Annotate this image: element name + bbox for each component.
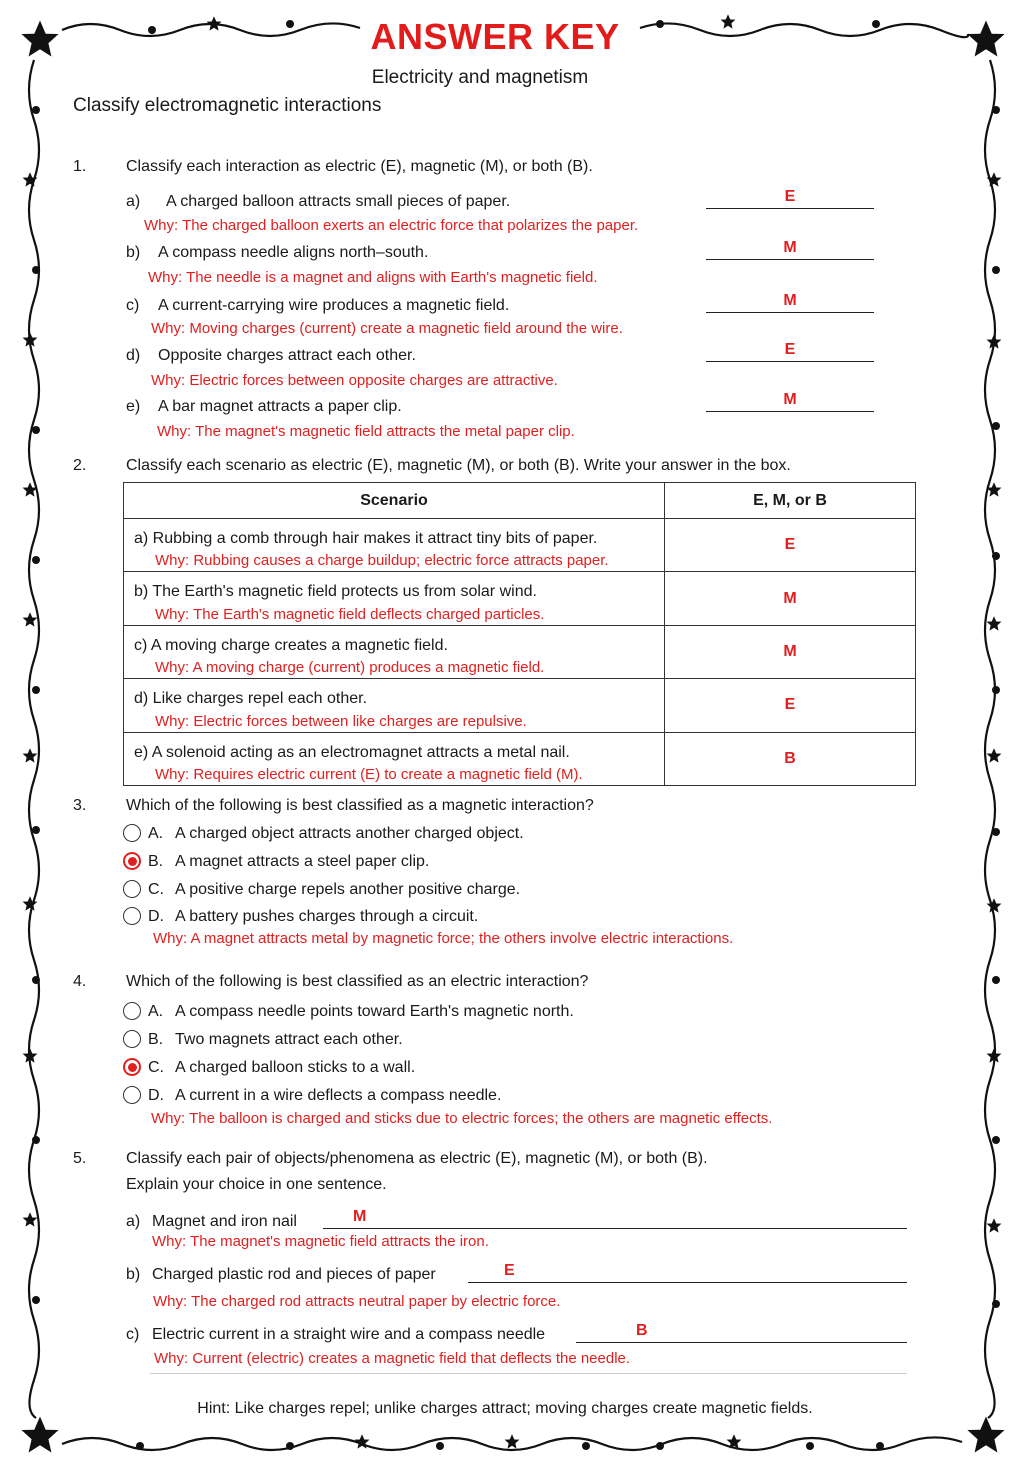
option-text: A charged object attracts another charged object. (175, 825, 524, 842)
item-label: b) (126, 244, 141, 261)
worksheet-topic: Classify electromagnetic interactions (73, 95, 382, 116)
item-why: Why: The needle is a magnet and aligns with Earth's magnetic field. (148, 269, 598, 286)
item-why: Why: Electric forces between opposite charges are attractive. (151, 372, 558, 389)
scenario-why: Why: A moving charge (current) produces a magnetic field. (155, 659, 545, 677)
scenario-why: Why: Rubbing causes a charge buildup; electric force attracts paper. (155, 552, 609, 570)
option-letter: C. (148, 1059, 164, 1076)
answer-box[interactable]: E (665, 679, 916, 732)
item-text: Charged plastic rod and pieces of paper (152, 1266, 436, 1283)
option-text: A compass needle points toward Earth's magnetic north. (175, 1003, 574, 1020)
answer-box[interactable]: B (665, 732, 916, 785)
scenario-text: c) A moving charge creates a magnetic field. (134, 636, 448, 654)
option-letter: B. (148, 1031, 164, 1048)
scenario-cell (124, 572, 665, 625)
item-why: Why: The magnet's magnetic field attracts the iron. (152, 1233, 489, 1250)
answer-line[interactable]: B (576, 1321, 907, 1343)
answer-line[interactable]: E (706, 187, 874, 209)
option-text: A current in a wire deflects a compass needle. (175, 1087, 502, 1104)
scenario-text: a) Rubbing a comb through hair makes it attract tiny bits of paper. (134, 530, 598, 547)
radio-button-selected[interactable] (123, 852, 141, 870)
scenario-table (123, 482, 916, 786)
item-text: A charged balloon attracts small pieces of paper. (166, 193, 511, 210)
table-row (124, 572, 916, 625)
answer-box[interactable]: M (665, 572, 916, 625)
answer-line[interactable]: E (706, 340, 874, 362)
radio-button-selected[interactable] (123, 1058, 141, 1076)
table-row (124, 732, 916, 785)
table-row (124, 625, 916, 678)
item-text: A bar magnet attracts a paper clip. (158, 398, 402, 415)
item-text: Opposite charges attract each other. (158, 347, 416, 364)
option-text: Two magnets attract each other. (175, 1031, 403, 1048)
scenario-why: Why: The Earth's magnetic field deflects charged particles. (155, 605, 545, 623)
answer-line[interactable]: E (468, 1261, 907, 1283)
question-number: 2. (73, 457, 87, 474)
item-label: a) (126, 193, 141, 210)
column-header-answer: E, M, or B (665, 483, 916, 519)
scenario-why: Why: Requires electric current (E) to create a magnetic field (M). (155, 765, 583, 783)
option-text: A positive charge repels another positive charge. (175, 881, 521, 898)
question-number: 4. (73, 973, 87, 990)
item-label: b) (126, 1266, 141, 1283)
answer-line[interactable]: M (706, 390, 874, 412)
scenario-cell (124, 625, 665, 678)
option-d[interactable] (123, 907, 478, 927)
corner-star-icon (21, 1417, 58, 1453)
question-why: Why: A magnet attracts metal by magnetic force; the others involve electric interactions. (153, 930, 734, 947)
question-number: 1. (73, 158, 87, 175)
scenario-why: Why: Electric forces between like charges are repulsive. (155, 712, 527, 730)
table-row (124, 679, 916, 732)
item-label: c) (126, 297, 140, 314)
page-title: ANSWER KEY (370, 16, 620, 57)
option-letter: D. (148, 1087, 164, 1104)
option-a[interactable] (123, 824, 524, 844)
item-text: A current-carrying wire produces a magnetic field. (158, 297, 510, 314)
option-text: A charged balloon sticks to a wall. (175, 1059, 416, 1076)
question-number: 3. (73, 797, 87, 814)
answer-line[interactable]: M (323, 1207, 907, 1229)
scenario-cell (124, 519, 665, 572)
item-text: A compass needle aligns north–south. (158, 244, 429, 261)
option-text: A battery pushes charges through a circuit. (175, 908, 479, 925)
radio-button[interactable] (123, 1002, 141, 1020)
option-b[interactable] (123, 1030, 403, 1050)
scenario-cell (124, 732, 665, 785)
question-prompt: Which of the following is best classified as an electric interaction? (126, 973, 589, 990)
table-header-row (124, 483, 916, 519)
item-label: d) (126, 347, 141, 364)
question-prompt: Classify each pair of objects/phenomena as electric (E), magnetic (M), or both (B). (126, 1150, 708, 1167)
item-label: a) (126, 1213, 141, 1230)
item-why: Why: The charged rod attracts neutral paper by electric force. (153, 1293, 561, 1310)
radio-button[interactable] (123, 1086, 141, 1104)
radio-button[interactable] (123, 880, 141, 898)
divider (150, 1373, 907, 1374)
scenario-text: d) Like charges repel each other. (134, 690, 368, 708)
column-header-scenario: Scenario (124, 483, 665, 519)
item-text: Magnet and iron nail (152, 1213, 297, 1230)
item-label: c) (126, 1326, 140, 1343)
question-why: Why: The balloon is charged and sticks due to electric forces; the others are magnetic effects. (151, 1110, 773, 1127)
option-letter: B. (148, 853, 164, 870)
question-prompt: Which of the following is best classified as a magnetic interaction? (126, 797, 594, 814)
question-number: 5. (73, 1150, 87, 1167)
item-why: Why: Current (electric) creates a magnetic field that deflects the needle. (154, 1350, 631, 1367)
answer-box[interactable]: E (665, 519, 916, 572)
option-letter: A. (148, 825, 164, 842)
option-letter: D. (148, 908, 164, 925)
option-c[interactable] (123, 880, 520, 900)
option-a[interactable] (123, 1002, 574, 1022)
answer-box[interactable]: M (665, 625, 916, 678)
radio-button[interactable] (123, 1030, 141, 1048)
scenario-text: b) The Earth's magnetic field protects us from solar wind. (134, 583, 537, 601)
option-text: A magnet attracts a steel paper clip. (175, 853, 430, 870)
item-why: Why: The charged balloon exerts an electric force that polarizes the paper. (144, 217, 639, 234)
scenario-cell (124, 679, 665, 732)
option-b[interactable] (123, 852, 429, 872)
page-subtitle: Electricity and magnetism (371, 67, 589, 88)
item-text: Electric current in a straight wire and a compass needle (152, 1326, 546, 1343)
option-letter: A. (148, 1003, 164, 1020)
item-label: e) (126, 398, 141, 415)
border-right-wave (985, 60, 995, 1418)
radio-button[interactable] (123, 907, 141, 925)
answer-line[interactable]: M (706, 291, 874, 313)
radio-button[interactable] (123, 824, 141, 842)
question-prompt-line2: Explain your choice in one sentence. (126, 1176, 387, 1193)
hint-text: Hint: Like charges repel; unlike charges attract; moving charges create magnetic fields. (197, 1400, 813, 1417)
option-d[interactable] (123, 1086, 501, 1106)
table-row (124, 519, 916, 572)
option-c[interactable] (123, 1058, 415, 1078)
question-prompt: Classify each interaction as electric (E), magnetic (M), or both (B). (126, 158, 593, 175)
answer-line[interactable]: M (706, 238, 874, 260)
option-letter: C. (148, 881, 164, 898)
item-why: Why: The magnet's magnetic field attracts the metal paper clip. (157, 423, 575, 440)
scenario-text: e) A solenoid acting as an electromagnet attracts a metal nail. (134, 743, 570, 761)
question-prompt: Classify each scenario as electric (E), magnetic (M), or both (B). Write your answer in the box. (126, 457, 791, 474)
item-why: Why: Moving charges (current) create a magnetic field around the wire. (151, 320, 623, 337)
corner-star-icon (967, 1417, 1004, 1453)
